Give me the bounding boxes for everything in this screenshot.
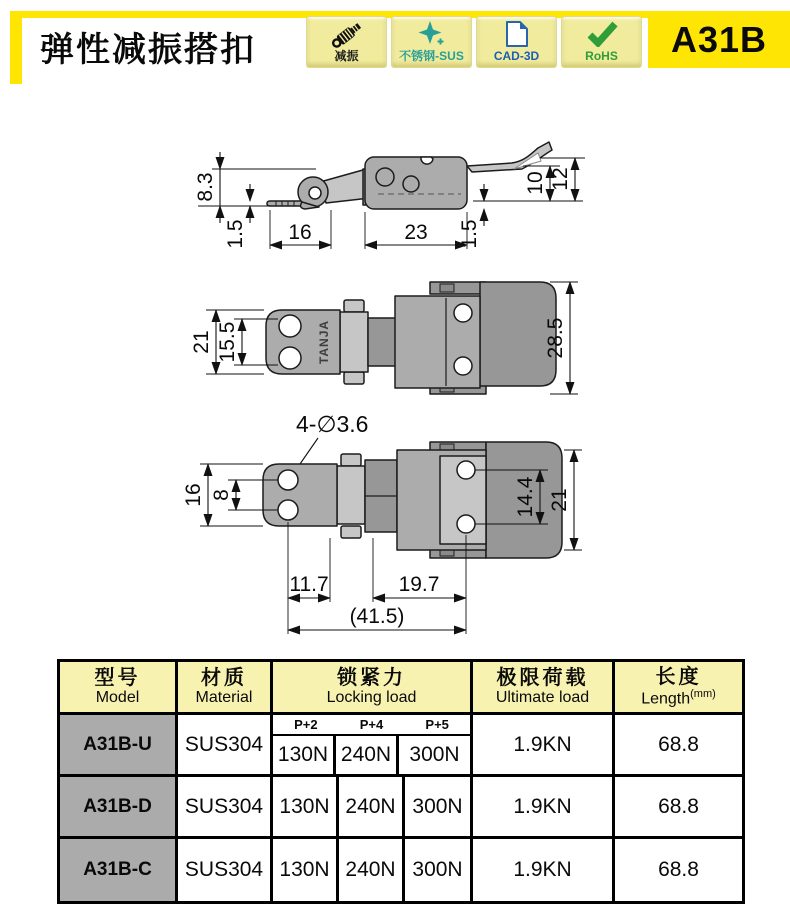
brand-text: TANJA: [317, 319, 331, 365]
badge-cad-3d[interactable]: [476, 16, 557, 68]
col-header-length: 长度 Length$^{(mm)}$: [615, 662, 742, 715]
table-cell-material: SUS304: [178, 777, 273, 839]
dim-plate-width: 16: [182, 483, 205, 507]
table-cell-p2: 130N: [273, 777, 339, 839]
dim-hinge-height: 8.3: [194, 172, 217, 202]
table-cell-ultimate: 1.9KN: [473, 777, 615, 839]
document-icon: [505, 19, 529, 49]
spec-table: [57, 659, 745, 904]
badge-rohs[interactable]: [561, 16, 642, 68]
table-cell-p5: 300N: [405, 777, 473, 839]
dim-body-width: 21: [548, 488, 571, 512]
checkmark-icon: [586, 19, 618, 49]
table-cell-length: 68.8: [615, 715, 742, 777]
table-cell-p4: 240N: [339, 777, 405, 839]
table-cell-p4: 240N: [339, 839, 405, 901]
dim-hole-span-left: 8: [210, 489, 233, 501]
badge-label: CAD-3D: [493, 48, 540, 63]
dim-cover-width: 28.5: [544, 317, 567, 359]
dim-hole-span-right: 14.4: [514, 476, 537, 518]
feature-badges: [306, 16, 642, 68]
length-unit: (mm): [690, 688, 716, 701]
col-header-ultimate-load: 极限荷载 Ultimate load: [473, 662, 615, 715]
col-header-model: 型号 Model: [60, 662, 178, 715]
table-row-model: A31B-D: [60, 777, 178, 839]
dim-offset-right: 19.7: [398, 573, 440, 596]
table-cell-length: 68.8: [658, 858, 699, 881]
table-row-model: A31B-U: [60, 715, 178, 777]
col-header-locking-load: 锁紧力 Locking load: [273, 662, 473, 715]
drawing-top-view: [178, 268, 598, 400]
table-cell-ultimate: 1.9KN: [473, 715, 615, 777]
dim-overall-length: (41.5): [349, 605, 405, 628]
table-cell-p5: 300N: [409, 743, 460, 766]
model-code-badge: A31B: [648, 11, 790, 68]
table-cell-p5: 300N: [405, 839, 473, 901]
badge-label: 不锈钢-SUS: [399, 48, 464, 63]
table-cell-ultimate: 1.9KN: [473, 839, 615, 901]
dim-total-height: 12: [549, 167, 572, 191]
col-header-material: 材质 Material: [178, 662, 273, 715]
dim-body-length: 23: [404, 221, 428, 244]
sparkle-icon: [418, 19, 445, 49]
table-cell-material: SUS304: [178, 715, 273, 777]
locking-load-subheader: P+2 P+4 P+5: [273, 715, 470, 736]
dim-plate-length: 16: [288, 221, 312, 244]
drawing-side-view: [178, 122, 598, 262]
table-cell-p4: 240N: [336, 736, 399, 774]
table-cell-p2: 130N: [273, 839, 339, 901]
table-cell-locking-load: [273, 715, 473, 777]
badge-label: RoHS: [585, 48, 618, 63]
header-accent-stripe: [10, 11, 22, 84]
badge-damping[interactable]: [306, 16, 387, 68]
badge-label: 减振: [334, 48, 359, 63]
table-row-model: A31B-C: [60, 839, 178, 901]
dim-offset-left: 11.7: [289, 573, 329, 596]
badge-stainless-sus[interactable]: [391, 16, 472, 68]
dim-hole-span: 15.5: [216, 321, 239, 363]
drawing-bottom-view: [178, 398, 598, 646]
dim-spring-height: 10: [524, 171, 547, 195]
dim-plate-thickness-left: 1.5: [224, 219, 247, 249]
table-cell-material: SUS304: [178, 839, 273, 901]
dim-plate-width: 21: [190, 330, 213, 354]
table-cell-p2: 130N: [273, 736, 336, 774]
table-cell-length: 68.8: [615, 777, 742, 839]
shock-absorber-icon: [329, 19, 365, 49]
dim-plate-thickness-right: 1.5: [458, 219, 481, 249]
hole-callout: 4-∅3.6: [296, 411, 369, 437]
page-title: 弹性减振搭扣: [40, 31, 256, 69]
